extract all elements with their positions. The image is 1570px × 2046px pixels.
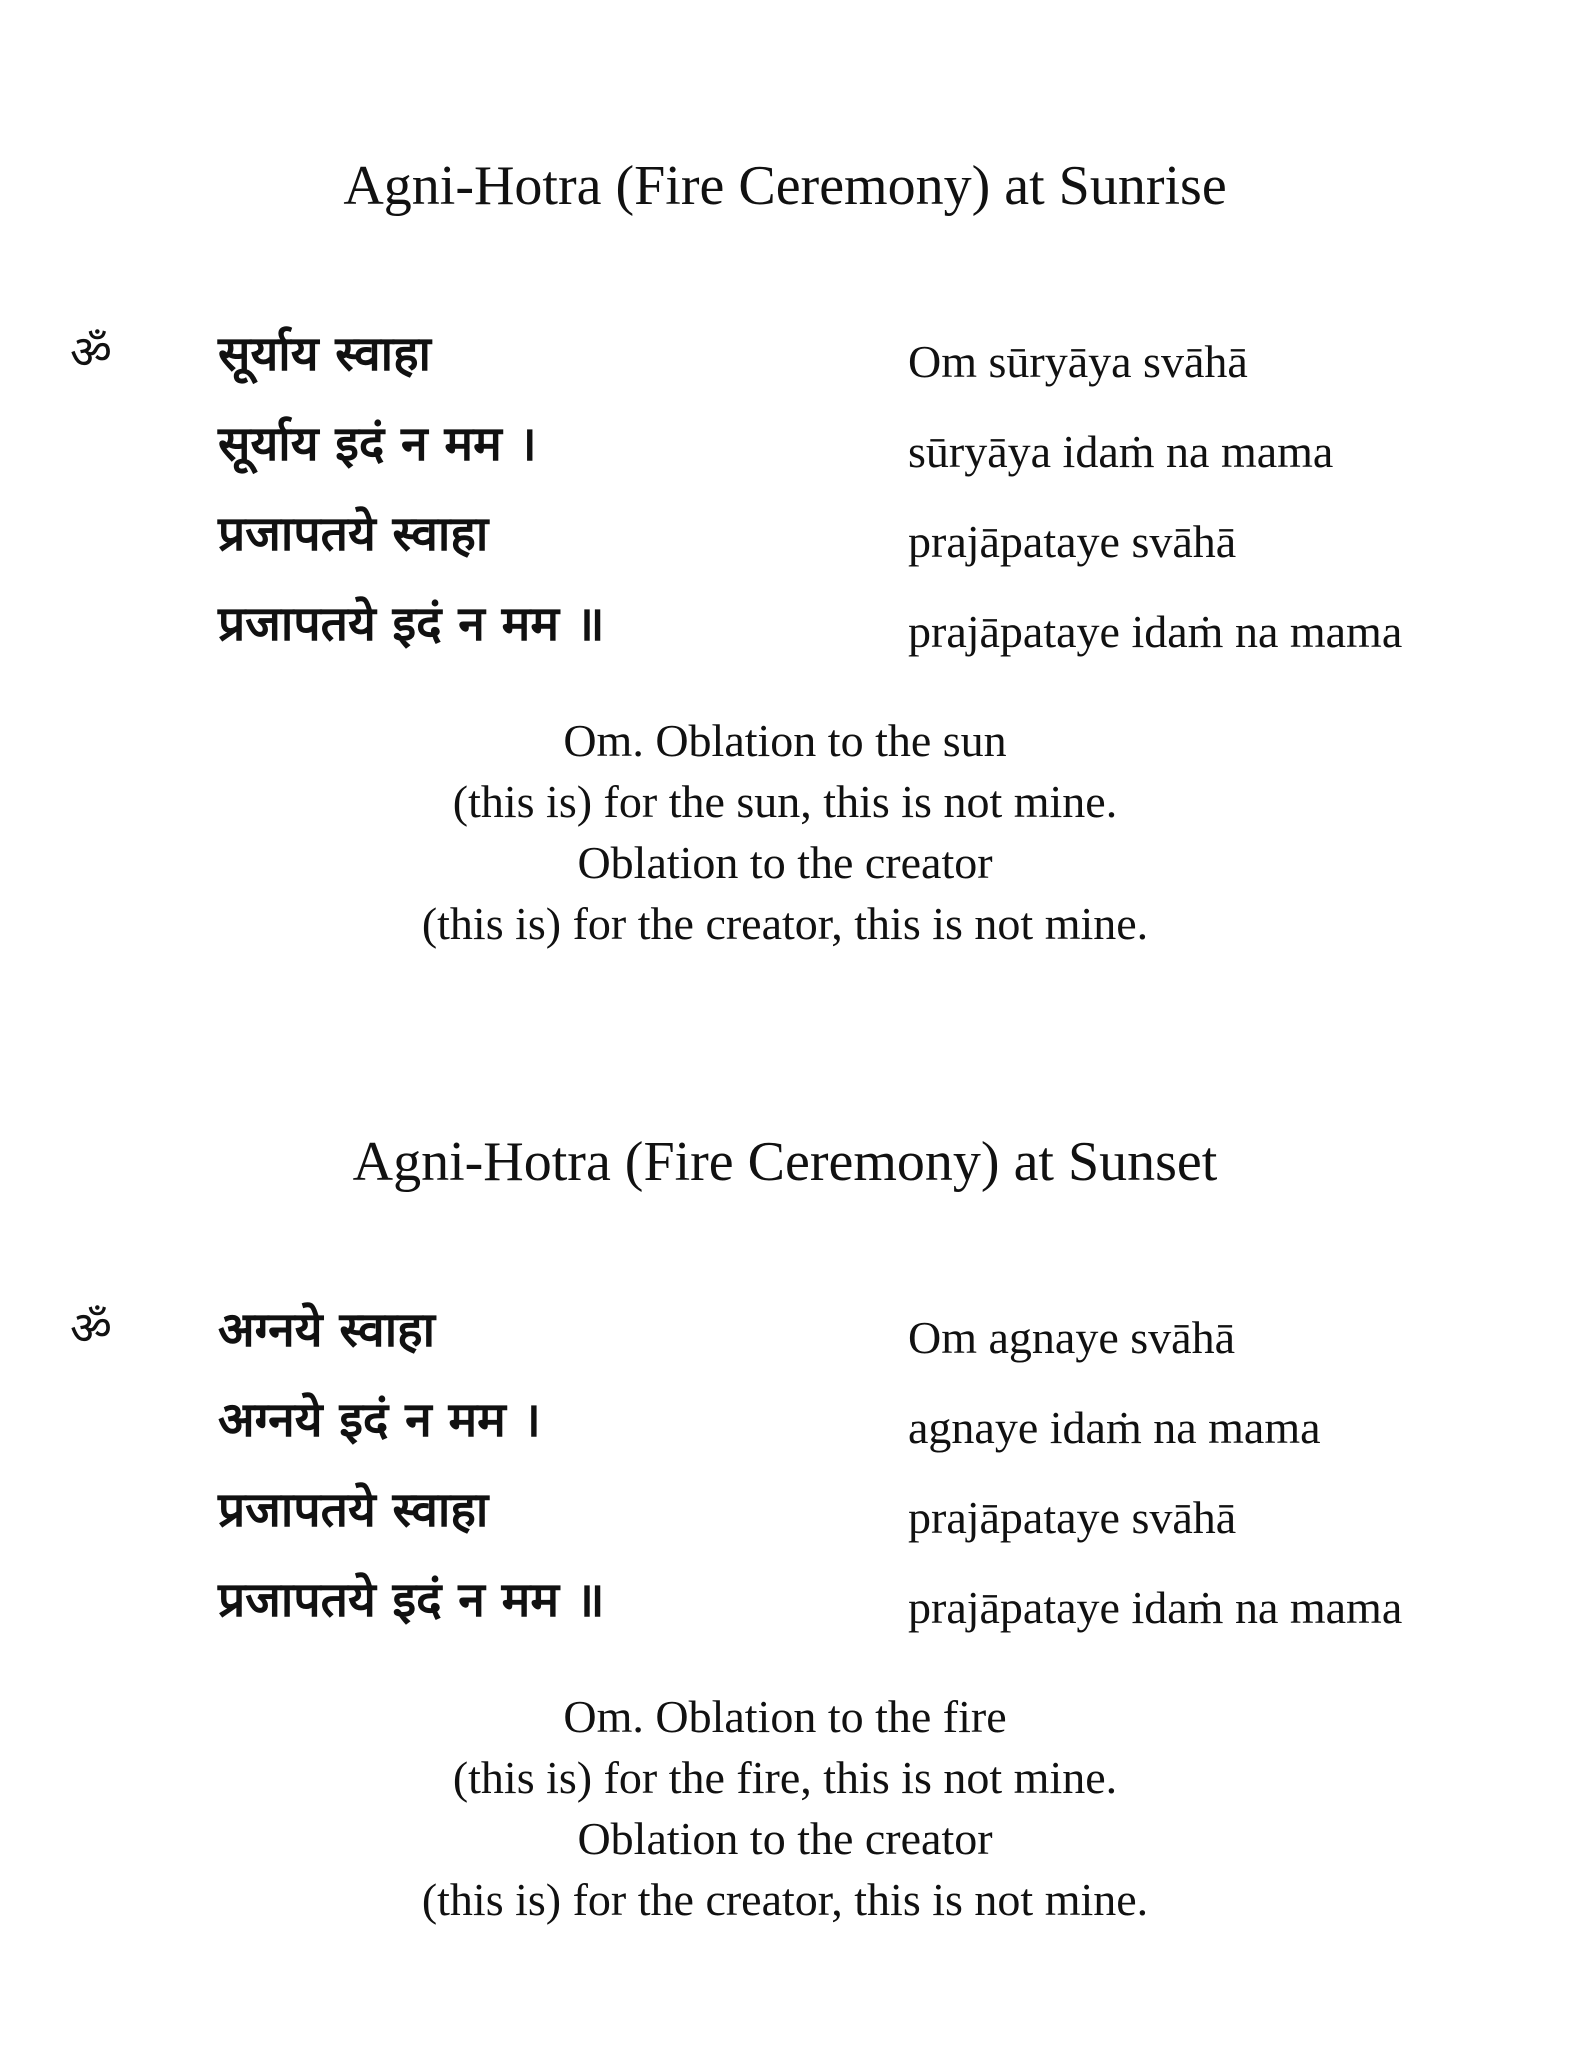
translation-block xyxy=(0,710,1570,954)
section-title: Agni-Hotra (Fire Ceremony) at Sunrise xyxy=(343,155,1227,217)
mantra-line xyxy=(0,1474,1570,1564)
mantra-line xyxy=(0,498,1570,588)
devanagari-text: प्रजापतये स्वाहा xyxy=(218,1482,489,1538)
transliteration-text: prajāpataye idaṁ na mama xyxy=(908,1582,1403,1633)
transliteration-text: sūryāya idaṁ na mama xyxy=(908,426,1334,477)
transliteration-text: prajāpataye svāhā xyxy=(908,1492,1237,1543)
transliteration-text: agnaye idaṁ na mama xyxy=(908,1402,1321,1453)
mantra-line xyxy=(0,408,1570,498)
devanagari-text: प्रजापतये इदं न मम ॥ xyxy=(218,1572,605,1628)
transliteration-text: prajāpataye svāhā xyxy=(908,516,1237,567)
devanagari-text: प्रजापतये इदं न मम ॥ xyxy=(218,596,605,652)
devanagari-text: अग्नये स्वाहा xyxy=(218,1302,436,1358)
devanagari-text: अग्नये इदं न मम । xyxy=(218,1392,541,1448)
translation-line: (this is) for the creator, this is not mine. xyxy=(421,1874,1149,1925)
translation-line: (this is) for the sun, this is not mine. xyxy=(452,776,1118,827)
translation-line: Oblation to the creator xyxy=(577,837,993,888)
mantra-line xyxy=(0,1384,1570,1474)
devanagari-text: सूर्याय इदं न मम । xyxy=(218,416,537,472)
mantra-line xyxy=(0,1294,1570,1384)
transliteration-text: prajāpataye idaṁ na mama xyxy=(908,606,1403,657)
translation-line: Oblation to the creator xyxy=(577,1813,993,1864)
translation-line: Om. Oblation to the fire xyxy=(563,1691,1007,1742)
translation-block xyxy=(0,1686,1570,1930)
mantra-block xyxy=(0,318,1570,678)
om-symbol-icon: ॐ xyxy=(70,1301,112,1355)
mantra-line xyxy=(0,318,1570,408)
translation-line: (this is) for the fire, this is not mine. xyxy=(452,1752,1118,1803)
mantra-block xyxy=(0,1294,1570,1654)
devanagari-text: सूर्याय स्वाहा xyxy=(218,326,431,382)
section-title: Agni-Hotra (Fire Ceremony) at Sunset xyxy=(352,1131,1218,1193)
translation-line: Om. Oblation to the sun xyxy=(563,715,1007,766)
transliteration-text: Om sūryāya svāhā xyxy=(908,336,1248,387)
om-symbol-icon: ॐ xyxy=(70,325,112,379)
transliteration-text: Om agnaye svāhā xyxy=(908,1312,1235,1363)
devanagari-text: प्रजापतये स्वाहा xyxy=(218,506,489,562)
mantra-line xyxy=(0,1564,1570,1654)
mantra-line xyxy=(0,588,1570,678)
translation-line: (this is) for the creator, this is not mine. xyxy=(421,898,1149,949)
